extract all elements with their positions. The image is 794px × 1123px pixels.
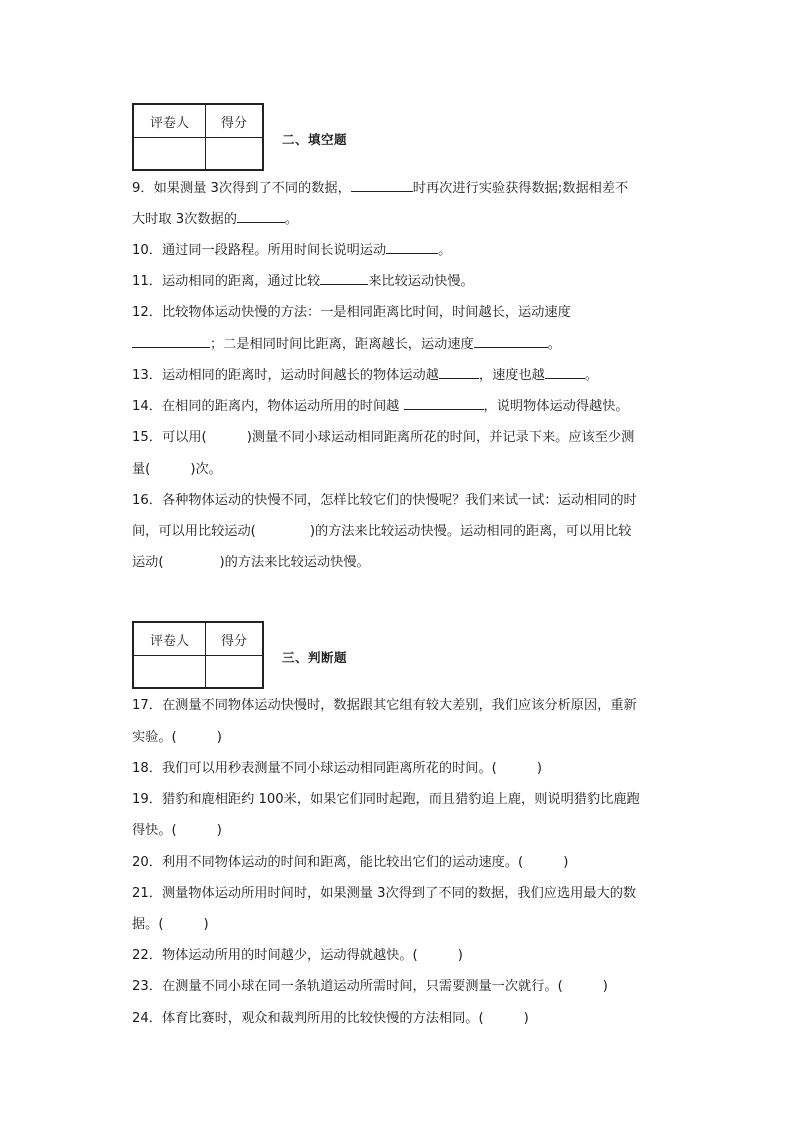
q19-text-b: 得快。( xyxy=(132,823,177,838)
q21-text-a: 21．测量物体运动所用时间时，如果测量 3次得到了不同的数据，我们应选用最大的数 xyxy=(132,886,637,901)
q12-text-a: 12．比较物体运动快慢的方法：一是相同距离比时间，时间越长，运动速度 xyxy=(132,305,571,320)
q14-text-b: ，说明物体运动得越快。 xyxy=(483,399,629,414)
scorer-cell xyxy=(134,656,206,687)
score-label: 得分 xyxy=(206,105,262,138)
q13-text-a: 13．运动相同的距离时，运动时间越长的物体运动越 xyxy=(132,368,439,383)
q11-text-b: 来比较运动快慢。 xyxy=(368,274,474,289)
q16-text-c: )的方法来比较运动快慢。运动相同的距离，可以用比较 xyxy=(309,524,632,539)
question-23 xyxy=(132,971,664,1002)
q13-blank-1 xyxy=(439,364,479,379)
score-cell xyxy=(206,138,262,169)
question-10 xyxy=(132,235,664,266)
q17-text-a: 17．在测量不同物体运动快慢时，数据跟其它组有较大差别，我们应该分析原因，重新 xyxy=(132,698,637,713)
q13-text-c: 。 xyxy=(584,368,599,383)
q16-text-e: )的方法来比较运动快慢。 xyxy=(219,555,370,570)
question-11 xyxy=(132,266,664,297)
q16-text-a: 16．各种物体运动的快慢不同，怎样比较它们的快慢呢？我们来试一试：运动相同的时 xyxy=(132,493,637,508)
question-21 xyxy=(132,878,664,909)
q20-text-b: ) xyxy=(563,855,569,870)
question-19-cont xyxy=(132,815,664,846)
question-21-cont xyxy=(132,909,664,940)
q9-blank-1 xyxy=(351,177,413,192)
q12-blank-1 xyxy=(132,333,210,348)
q10-text-a: 10．通过同一段路程。所用时间长说明运动 xyxy=(132,243,387,258)
q9-text-b: 时再次进行实验获得数据;数据相差不 xyxy=(412,181,629,196)
section3-title: 三、判断题 xyxy=(282,650,348,665)
q22-text-a: 22．物体运动所用的时间越少，运动得就越快。( xyxy=(132,948,418,963)
q13-text-b: ，速度也越 xyxy=(478,368,545,383)
question-20 xyxy=(132,847,664,878)
score-box-section2 xyxy=(132,103,264,171)
score-box-section3 xyxy=(132,621,264,689)
question-19 xyxy=(132,784,664,815)
score-cell xyxy=(206,656,262,687)
q12-text-b: ；二是相同时间比距离，距离越长，运动速度 xyxy=(210,337,474,352)
question-12 xyxy=(132,297,664,328)
q13-blank-2 xyxy=(545,364,585,379)
q17-text-b: 实验。( xyxy=(132,730,177,745)
q16-text-d: 运动( xyxy=(132,555,164,570)
q9-blank-2 xyxy=(237,208,285,223)
q23-text-a: 23．在测量不同小球在同一条轨道运动所需时间，只需要测量一次就行。( xyxy=(132,979,563,994)
q10-text-b: 。 xyxy=(438,243,452,258)
q21-text-c: ) xyxy=(203,917,209,932)
question-24 xyxy=(132,1003,664,1034)
scorer-cell xyxy=(134,138,206,169)
q16-text-b: 间，可以用比较运动( xyxy=(132,524,256,539)
q9-text-d: 。 xyxy=(284,212,299,227)
q18-text-b: ) xyxy=(536,761,542,776)
q15-text-d: )次。 xyxy=(190,462,222,477)
q15-text-c: 量( xyxy=(132,462,151,477)
scorer-label: 评卷人 xyxy=(134,623,206,656)
question-16 xyxy=(132,485,664,516)
question-22 xyxy=(132,940,664,971)
q12-blank-2 xyxy=(474,333,548,348)
q14-blank xyxy=(404,395,484,410)
q15-text-b: )测量不同小球运动相同距离所花的时间，并记录下来。应该至少测 xyxy=(246,430,635,445)
q10-blank xyxy=(386,239,438,254)
question-16-cont-1 xyxy=(132,516,664,547)
scorer-label: 评卷人 xyxy=(134,105,206,138)
question-15-cont xyxy=(132,454,664,485)
question-13 xyxy=(132,360,664,391)
question-14 xyxy=(132,391,664,422)
q19-text-a: 19．猎豹和鹿相距约 100米，如果它们同时起跑，而且猎豹追上鹿，则说明猎豹比鹿跑 xyxy=(132,792,640,807)
q11-blank xyxy=(320,270,368,285)
question-12-cont xyxy=(132,329,664,360)
q23-text-b: ) xyxy=(602,979,608,994)
q20-text-a: 20．利用不同物体运动的时间和距离，能比较出它们的运动速度。( xyxy=(132,855,524,870)
q9-text-a: 9．如果测量 3次得到了不同的数据， xyxy=(132,181,351,196)
q24-text-a: 24．体育比赛时，观众和裁判所用的比较快慢的方法相同。( xyxy=(132,1011,484,1026)
score-label: 得分 xyxy=(206,623,262,656)
q9-text-c: 大时取 3次数据的 xyxy=(132,212,237,227)
q24-text-b: ) xyxy=(523,1011,529,1026)
q17-text-c: ) xyxy=(216,730,222,745)
q12-text-c: 。 xyxy=(547,337,561,352)
q19-text-c: ) xyxy=(216,823,222,838)
question-17-cont xyxy=(132,722,664,753)
q21-text-b: 据。( xyxy=(132,917,164,932)
section2-title: 二、填空题 xyxy=(282,132,348,147)
question-15 xyxy=(132,422,664,453)
q11-text-a: 11．运动相同的距离，通过比较 xyxy=(132,274,321,289)
q22-text-b: ) xyxy=(457,948,463,963)
question-18 xyxy=(132,753,664,784)
q18-text-a: 18．我们可以用秒表测量不同小球运动相同距离所花的时间。( xyxy=(132,761,497,776)
question-9-cont xyxy=(132,204,664,235)
question-16-cont-2 xyxy=(132,547,664,578)
question-9 xyxy=(132,173,664,204)
q14-text-a: 14．在相同的距离内，物体运动所用的时间越 xyxy=(132,399,404,414)
q15-text-a: 15．可以用( xyxy=(132,430,207,445)
question-17 xyxy=(132,690,664,721)
